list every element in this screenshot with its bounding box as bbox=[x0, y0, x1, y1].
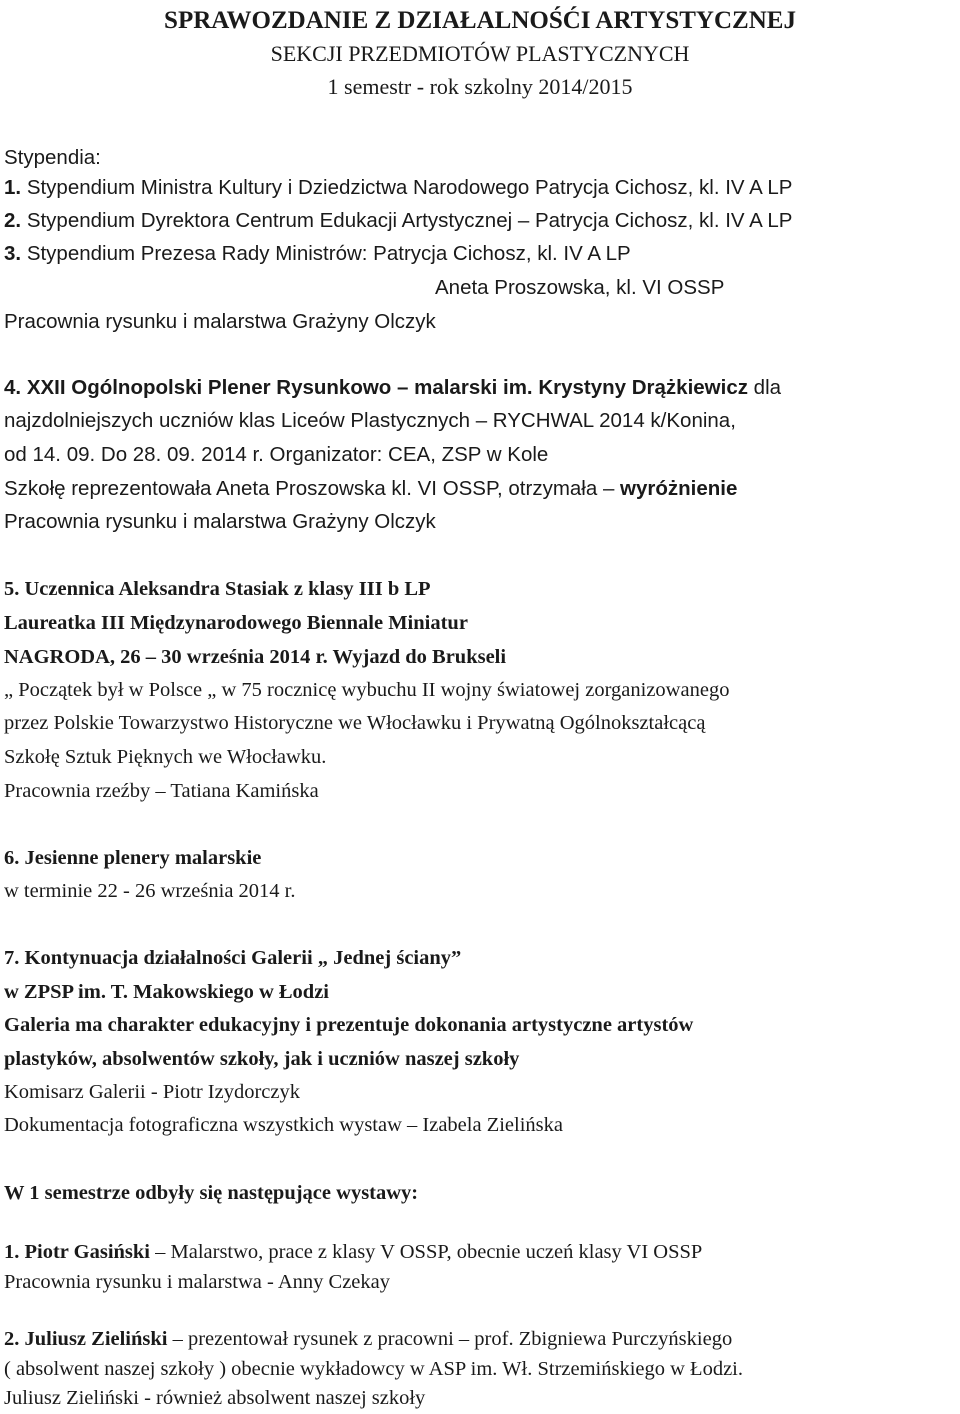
stypendium-item-3 bbox=[4, 244, 631, 265]
section-4-line-1 bbox=[4, 378, 781, 399]
stypendium-item-2-text: Stypendium Dyrektora Centrum Edukacji Artystycznej – Patrycja Cichosz, kl. IV A LP bbox=[26, 209, 793, 232]
section-5-line-4: „ Początek był w Polsce „ w 75 rocznicę wybuchu II wojny światowej zorganizowanego bbox=[4, 679, 730, 701]
stypendia-workshop: Pracownia rysunku i malarstwa Grażyny Olczyk bbox=[4, 310, 436, 333]
section-7-commissioner: Komisarz Galerii - Piotr Izydorczyk bbox=[4, 1081, 301, 1103]
section-5-title: 5. Uczennica Aleksandra Stasiak z klasy III b LP bbox=[4, 578, 431, 600]
section-5-workshop: Pracownia rzeźby – Tatiana Kamińska bbox=[4, 780, 319, 802]
stypendium-item-2-number: 2. bbox=[4, 209, 22, 232]
section-4-line-4-text: Szkołę reprezentowała Aneta Proszowska kl. VI OSSP, otrzymała – bbox=[4, 477, 615, 500]
stypendium-item-3-number: 3. bbox=[4, 242, 22, 265]
section-5-award: NAGRODA, 26 – 30 września 2014 r. Wyjazd do Brukseli bbox=[4, 646, 507, 668]
section-7-description-2: plastyków, absolwentów szkoły, jak i uczniów naszej szkoły bbox=[4, 1048, 520, 1070]
exhibition-1-workshop: Pracownia rysunku i malarstwa - Anny Czekay bbox=[4, 1271, 390, 1293]
exhibition-2-description: – prezentował rysunek z pracowni – prof. Zbigniewa Purczyńskiego bbox=[167, 1328, 733, 1350]
exhibition-2-line-2: ( absolwent naszej szkoły ) obecnie wykładowcy w ASP im. Wł. Strzemińskiego w Łodzi. bbox=[4, 1358, 744, 1380]
section-4-title: XXII Ogólnopolski Plener Rysunkowo – malarski im. Krystyny Drążkiewicz bbox=[26, 376, 748, 399]
document-title: SPRAWOZDANIE Z DZIAŁALNOŚĆI ARTYSTYCZNEJ bbox=[164, 7, 796, 34]
stypendium-item-1 bbox=[4, 178, 792, 199]
document-subtitle: SEKCJI PRZEDMIOTÓW PLASTYCZNYCH bbox=[270, 41, 690, 66]
section-5-line-5: przez Polskie Towarzystwo Historyczne we Włocławku i Prywatną Ogólnokształcącą bbox=[4, 712, 706, 734]
exhibition-1-description: – Malarstwo, prace z klasy V OSSP, obecnie uczeń klasy VI OSSP bbox=[150, 1241, 703, 1263]
section-7-location: w ZPSP im. T. Makowskiego w Łodzi bbox=[4, 981, 329, 1003]
section-4-line-4 bbox=[4, 479, 737, 500]
section-7-description-1: Galeria ma charakter edukacyjny i prezentuje dokonania artystyczne artystów bbox=[4, 1014, 694, 1036]
exhibition-2 bbox=[4, 1329, 732, 1350]
stypendia-heading: Stypendia: bbox=[4, 146, 101, 169]
stypendium-item-1-text: Stypendium Ministra Kultury i Dziedzictwa Narodowego Patrycja Cichosz, kl. IV A LP bbox=[26, 176, 793, 199]
stypendium-item-3-text: Stypendium Prezesa Rady Ministrów: Patrycja Cichosz, kl. IV A LP bbox=[26, 242, 631, 265]
exhibition-2-artist: 2. Juliusz Zieliński bbox=[4, 1328, 168, 1350]
exhibition-1 bbox=[4, 1242, 702, 1263]
section-4-workshop: Pracownia rysunku i malarstwa Grażyny Olczyk bbox=[4, 510, 436, 533]
stypendium-item-1-number: 1. bbox=[4, 176, 22, 199]
section-5-laureate: Laureatka III Międzynarodowego Biennale Miniatur bbox=[4, 612, 468, 634]
section-4-number: 4. bbox=[4, 376, 22, 399]
section-4-line-2: najzdolniejszych uczniów klas Liceów Plastycznych – RYCHWAL 2014 k/Konina, bbox=[4, 409, 736, 432]
stypendium-item-3-second-recipient: Aneta Proszowska, kl. VI OSSP bbox=[435, 276, 725, 299]
exhibition-1-artist: 1. Piotr Gasiński bbox=[4, 1241, 150, 1263]
section-6-title: 6. Jesienne plenery malarskie bbox=[4, 847, 262, 869]
stypendium-item-2 bbox=[4, 211, 792, 232]
exhibition-2-line-3: Juliusz Zieliński - również absolwent naszej szkoły bbox=[4, 1387, 426, 1409]
section-7-documentation: Dokumentacja fotograficzna wszystkich wystaw – Izabela Zielińska bbox=[4, 1114, 563, 1136]
section-4-title-rest: dla bbox=[747, 376, 782, 399]
exhibitions-heading: W 1 semestrze odbyły się następujące wystawy: bbox=[4, 1182, 419, 1204]
section-4-award: wyróżnienie bbox=[614, 477, 738, 500]
section-4-line-3: od 14. 09. Do 28. 09. 2014 r. Organizator: CEA, ZSP w Kole bbox=[4, 443, 549, 466]
document-period: 1 semestr - rok szkolny 2014/2015 bbox=[327, 74, 633, 99]
section-5-line-6: Szkołę Sztuk Pięknych we Włocławku. bbox=[4, 746, 327, 768]
section-6-date: w terminie 22 - 26 września 2014 r. bbox=[4, 880, 296, 902]
section-7-title: 7. Kontynuacja działalności Galerii „ Jednej ściany” bbox=[4, 947, 462, 969]
